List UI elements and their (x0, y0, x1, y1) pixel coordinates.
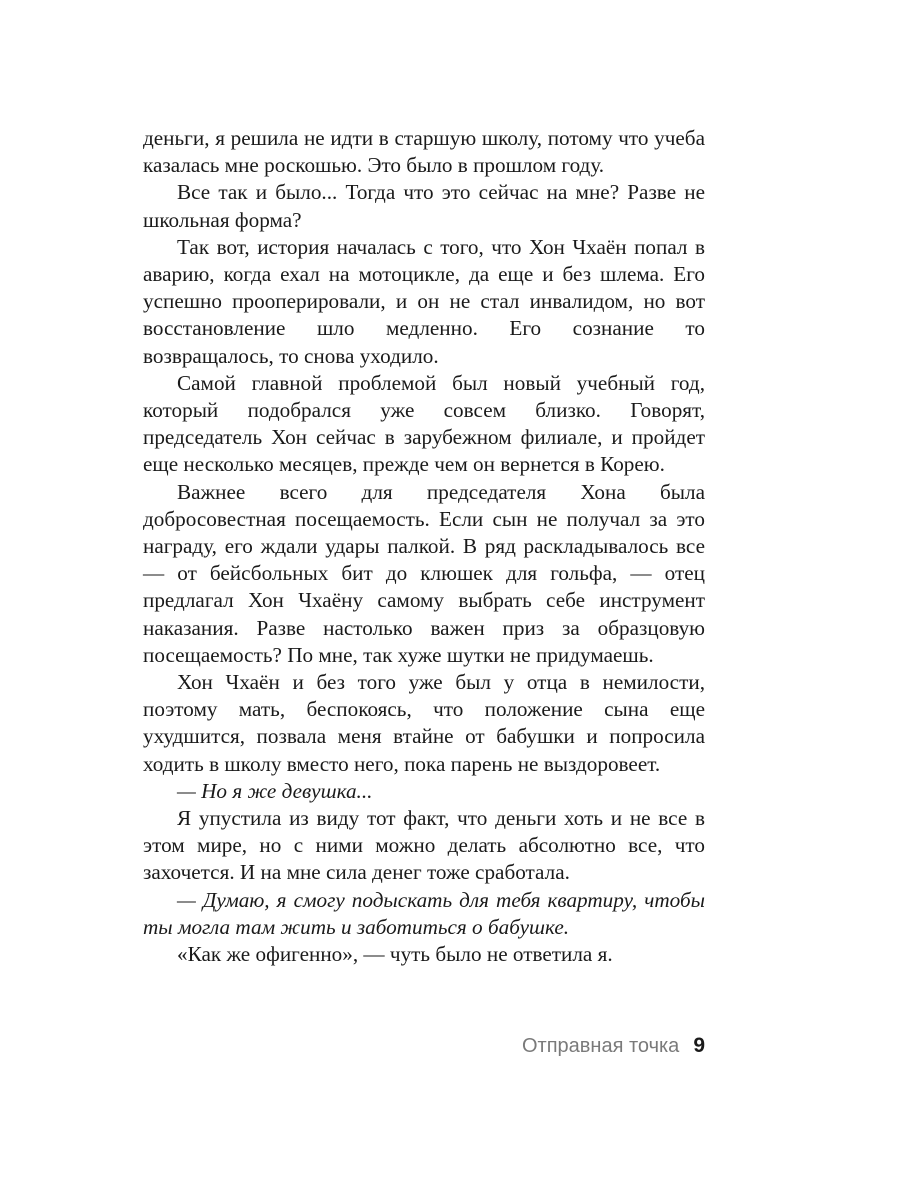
paragraph-1: деньги, я решила не идти в старшую школу, потому что учеба казалась мне роскошью. Это было в прошлом году. (143, 126, 705, 178)
page-number: 9 (693, 1034, 705, 1057)
paragraph-8: «Как же офигенно», — чуть было не ответила я. (177, 942, 613, 967)
paragraph-3: Так вот, история началась с того, что Хон Чхаён попал в аварию, когда ехал на мотоцикле, да еще и без шлема. Его успешно прооперировали, и он не стал инвалидом, но вот восстановление шло медленно. Его сознание то возвращалось, то снова уходило. (143, 234, 705, 368)
dialogue-line-2: — Думаю, я смогу подыскать для тебя квартиру, чтобы ты могла там жить и заботиться о бабушке. (143, 887, 705, 939)
running-title: Отправная точка (521, 1035, 680, 1057)
paragraph-2: Все так и было... Тогда что это сейчас на мне? Разве не школьная форма? (143, 180, 705, 232)
paragraph-4: Самой главной проблемой был новый учебный год, который подобрался уже совсем близко. Говорят, председатель Хон сейчас в зарубежном филиале, и пройдет еще несколько месяцев, прежде чем он вернется в Корею. (143, 370, 705, 477)
page-body-text (143, 125, 705, 968)
paragraph-7: Я упустила из виду тот факт, что деньги хоть и не все в этом мире, но с ними можно делать абсолютно все, что захочется. И на мне сила денег тоже сработала. (143, 806, 705, 885)
paragraph-6: Хон Чхаён и без того уже был у отца в немилости, поэтому мать, беспокоясь, что положение сына еще ухудшится, позвала меня втайне от бабушки и попросила ходить в школу вместо него, пока парень не выздоровеет. (143, 670, 705, 776)
paragraph-5: Важнее всего для председателя Хона была добросовестная посещаемость. Если сын не получал за это награду, его ждали удары палкой. В ряд раскладывалось все — от бейсбольных бит до клюшек для гольфа, — отец предлагал Хон Чхаёну самому выбрать себе инструмент наказания. Разве настолько важен приз за образцовую посещаемость? По мне, так хуже шутки не придумаешь. (143, 479, 705, 667)
page-footer (522, 1034, 705, 1064)
dialogue-line-1: — Но я же девушка... (177, 778, 373, 803)
